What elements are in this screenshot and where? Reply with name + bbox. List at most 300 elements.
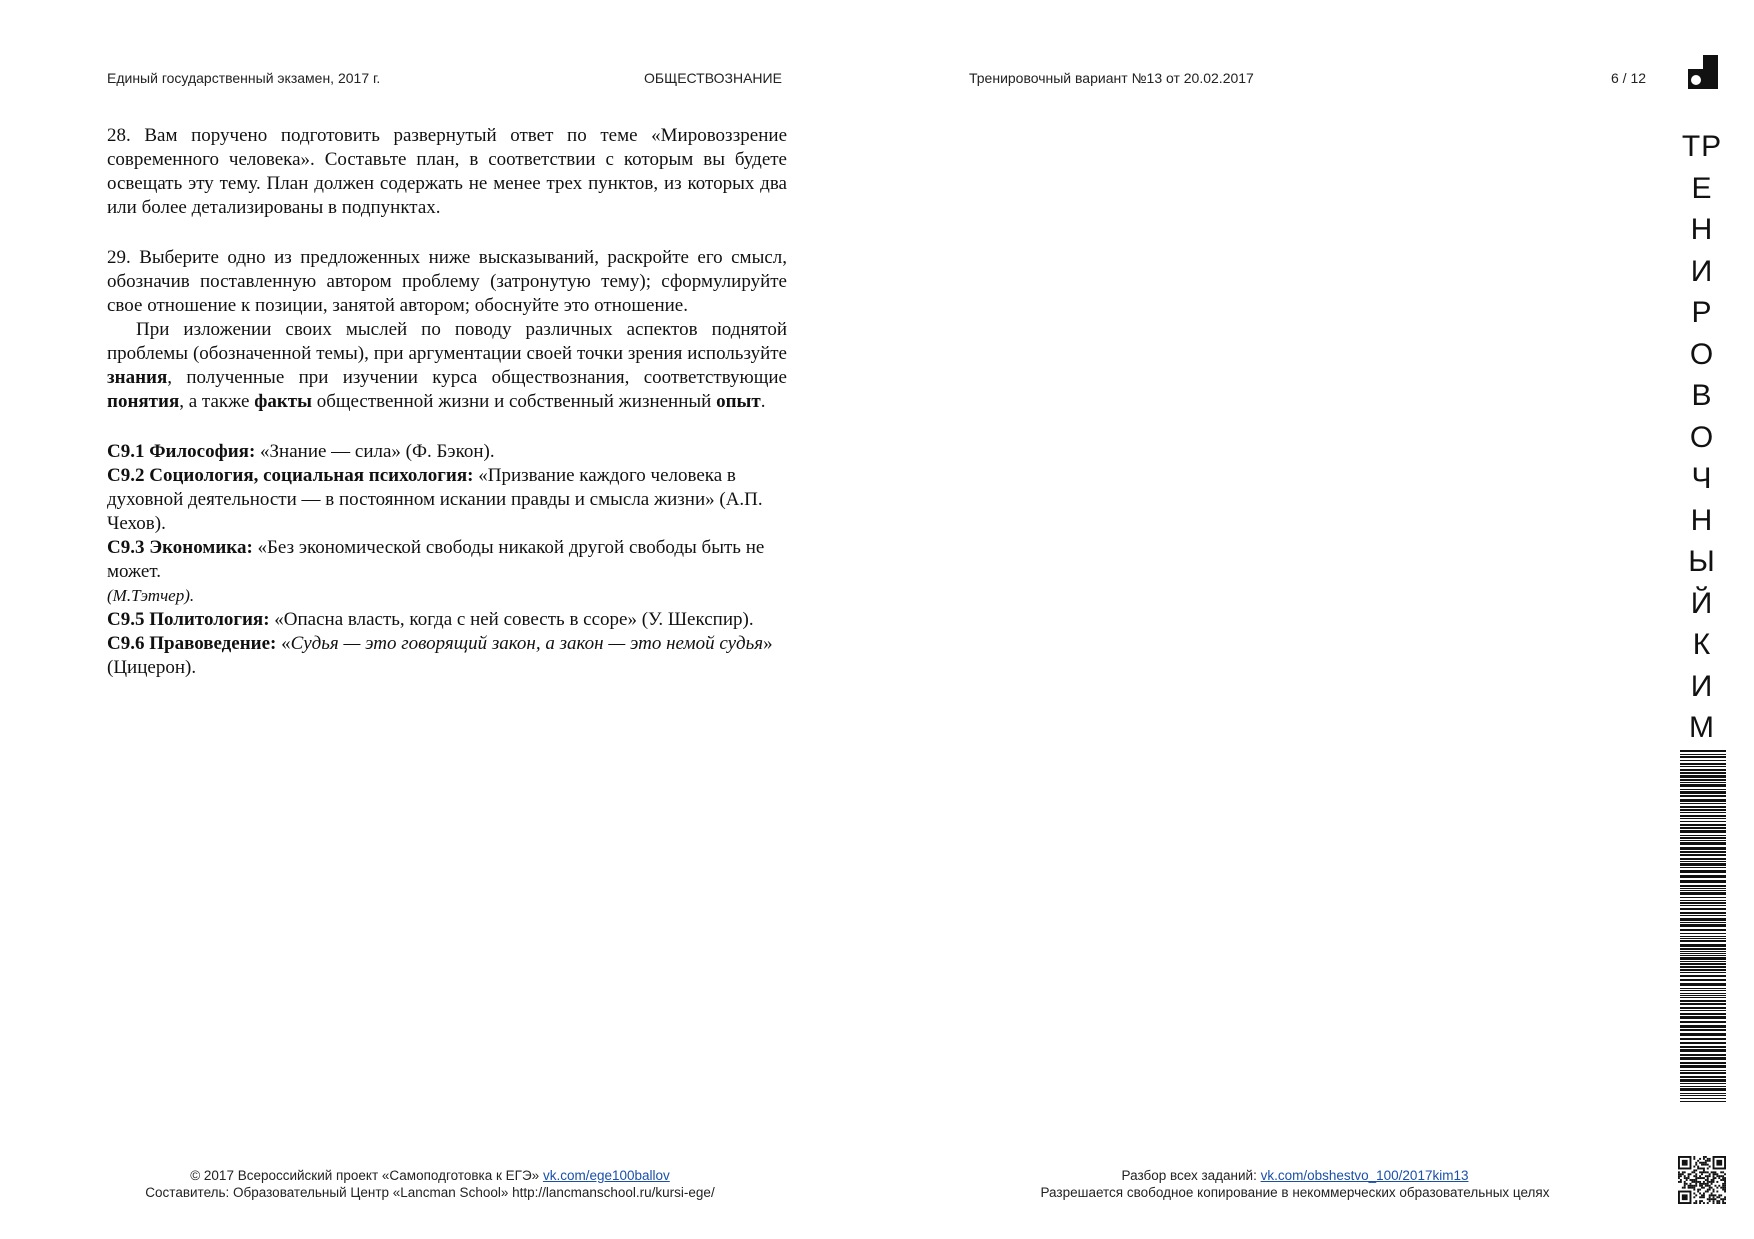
qr-module bbox=[1709, 1175, 1711, 1177]
qr-module bbox=[1682, 1173, 1684, 1175]
barcode-bar bbox=[1680, 1086, 1726, 1087]
qr-module bbox=[1699, 1185, 1701, 1187]
qr-module bbox=[1678, 1175, 1680, 1177]
qr-module bbox=[1703, 1158, 1705, 1160]
qr-module bbox=[1695, 1169, 1697, 1171]
qr-module bbox=[1713, 1191, 1715, 1193]
barcode-bar bbox=[1680, 902, 1726, 904]
qr-module bbox=[1705, 1183, 1707, 1185]
qr-module bbox=[1705, 1191, 1707, 1193]
barcode-bar bbox=[1680, 961, 1726, 962]
quote-label: С9.2 Социология, социальная психология: bbox=[107, 465, 474, 486]
barcode-bar bbox=[1680, 933, 1726, 934]
qr-module bbox=[1697, 1189, 1699, 1191]
quote-label: С9.6 Правоведение: bbox=[107, 633, 277, 654]
side-title-letter: Р bbox=[1691, 296, 1713, 329]
qr-module bbox=[1682, 1187, 1684, 1189]
barcode-bar bbox=[1680, 905, 1726, 906]
qr-module bbox=[1714, 1198, 1716, 1200]
qr-module bbox=[1693, 1158, 1695, 1160]
qr-module bbox=[1695, 1194, 1697, 1196]
qr-module bbox=[1707, 1164, 1709, 1166]
barcode-bar bbox=[1680, 784, 1726, 787]
barcode-bar bbox=[1680, 1029, 1726, 1031]
qr-module bbox=[1709, 1185, 1711, 1187]
qr-module bbox=[1705, 1164, 1707, 1166]
qr-module bbox=[1695, 1173, 1697, 1175]
qr-module bbox=[1713, 1196, 1715, 1198]
barcode-bar bbox=[1680, 885, 1726, 887]
qr-module bbox=[1714, 1171, 1716, 1173]
qr-module bbox=[1722, 1183, 1724, 1185]
qr-module bbox=[1680, 1179, 1682, 1181]
qr-module bbox=[1682, 1160, 1688, 1166]
task-29-instructions bbox=[107, 318, 787, 414]
side-title-letter: Ы bbox=[1688, 545, 1716, 578]
qr-module bbox=[1711, 1198, 1713, 1200]
qr-module bbox=[1703, 1183, 1705, 1185]
qr-module bbox=[1709, 1189, 1711, 1191]
qr-module bbox=[1705, 1162, 1707, 1164]
qr-module bbox=[1699, 1202, 1701, 1204]
qr-module bbox=[1684, 1181, 1686, 1183]
qr-module bbox=[1680, 1173, 1682, 1175]
qr-module bbox=[1707, 1160, 1709, 1162]
barcode-bar bbox=[1680, 1010, 1726, 1011]
quote-text: « bbox=[276, 633, 291, 654]
qr-module bbox=[1711, 1187, 1713, 1189]
barcode-bar bbox=[1680, 1003, 1726, 1005]
barcode-bar bbox=[1680, 1093, 1726, 1094]
qr-module bbox=[1680, 1181, 1682, 1183]
qr-module bbox=[1720, 1175, 1722, 1177]
barcode-bar bbox=[1680, 1098, 1726, 1099]
barcode-bar bbox=[1680, 821, 1726, 822]
qr-module bbox=[1684, 1187, 1686, 1189]
barcode-bar bbox=[1680, 951, 1726, 952]
barcode-bar bbox=[1680, 799, 1726, 802]
qr-module bbox=[1705, 1160, 1707, 1162]
qr-module bbox=[1709, 1166, 1711, 1168]
qr-module bbox=[1722, 1187, 1724, 1189]
qr-module bbox=[1684, 1185, 1686, 1187]
qr-module bbox=[1724, 1181, 1726, 1183]
header-variant: Тренировочный вариант №13 от 20.02.2017 bbox=[969, 70, 1254, 86]
barcode-bar bbox=[1680, 837, 1726, 839]
qr-module bbox=[1724, 1196, 1726, 1198]
qr-module bbox=[1709, 1173, 1711, 1175]
qr-module bbox=[1701, 1173, 1703, 1175]
qr-module bbox=[1693, 1196, 1695, 1198]
qr-module bbox=[1703, 1181, 1705, 1183]
qr-module bbox=[1711, 1194, 1713, 1196]
qr-module bbox=[1699, 1183, 1701, 1185]
qr-module bbox=[1695, 1162, 1697, 1164]
barcode-bar bbox=[1680, 892, 1726, 895]
barcode-bar bbox=[1680, 1042, 1726, 1044]
barcode-bar bbox=[1680, 835, 1726, 836]
side-title-letter: М bbox=[1689, 711, 1715, 744]
qr-module bbox=[1713, 1171, 1715, 1173]
qr-module bbox=[1693, 1171, 1695, 1173]
qr-module bbox=[1688, 1187, 1690, 1189]
qr-module bbox=[1724, 1189, 1726, 1191]
qr-module bbox=[1693, 1179, 1695, 1181]
barcode-bar bbox=[1680, 806, 1726, 808]
barcode-bar bbox=[1680, 861, 1726, 862]
qr-module bbox=[1690, 1173, 1692, 1175]
qr-module bbox=[1722, 1202, 1724, 1204]
barcode-bar bbox=[1680, 915, 1726, 916]
qr-module bbox=[1678, 1181, 1680, 1183]
barcode-bar bbox=[1680, 818, 1726, 819]
qr-module bbox=[1697, 1191, 1699, 1193]
barcode-bar bbox=[1680, 763, 1726, 765]
qr-module bbox=[1714, 1194, 1716, 1196]
qr-module bbox=[1701, 1194, 1703, 1196]
footer-author: Составитель: Образовательный Центр «Lancman School» http://lancmanschool.ru/kursi-ege/ bbox=[145, 1185, 715, 1200]
qr-module bbox=[1724, 1185, 1726, 1187]
barcode-bar bbox=[1680, 875, 1726, 878]
barcode-bar bbox=[1680, 990, 1726, 991]
qr-module bbox=[1722, 1185, 1724, 1187]
qr-module bbox=[1684, 1175, 1686, 1177]
barcode-bar bbox=[1680, 897, 1726, 898]
quote-sociology bbox=[107, 464, 787, 536]
qr-module bbox=[1693, 1175, 1695, 1177]
qr-module bbox=[1701, 1183, 1703, 1185]
qr-module bbox=[1724, 1202, 1726, 1204]
qr-module bbox=[1716, 1181, 1718, 1183]
qr-module bbox=[1703, 1202, 1705, 1204]
barcode-bar bbox=[1680, 1046, 1726, 1048]
quote-label: С9.1 Философия: bbox=[107, 441, 256, 462]
side-title-letter: И bbox=[1690, 254, 1714, 288]
barcode-bar bbox=[1680, 988, 1726, 989]
qr-module bbox=[1686, 1179, 1688, 1181]
qr-module bbox=[1682, 1194, 1688, 1200]
task-29-keyword: факты bbox=[254, 391, 312, 412]
task-29-keyword: знания bbox=[107, 367, 168, 388]
barcode-bar bbox=[1680, 769, 1726, 771]
qr-module bbox=[1722, 1171, 1724, 1173]
qr-module bbox=[1711, 1181, 1713, 1183]
qr-module bbox=[1695, 1175, 1697, 1177]
qr-module bbox=[1722, 1179, 1724, 1181]
quote-text-italic: Судья — это говорящий закон, а закон — это немой судья bbox=[290, 633, 764, 654]
barcode-bar bbox=[1680, 840, 1726, 841]
qr-module bbox=[1713, 1189, 1715, 1191]
side-title-letter: К bbox=[1692, 628, 1712, 661]
side-title-letter: И bbox=[1690, 669, 1714, 703]
qr-module bbox=[1699, 1162, 1701, 1164]
qr-module bbox=[1690, 1185, 1692, 1187]
barcode-bar bbox=[1680, 775, 1726, 778]
qr-module bbox=[1695, 1177, 1697, 1179]
qr-module bbox=[1678, 1177, 1680, 1179]
barcode-bar bbox=[1680, 870, 1726, 873]
barcode-bar bbox=[1680, 948, 1726, 950]
qr-module bbox=[1693, 1156, 1695, 1158]
qr-module bbox=[1690, 1183, 1692, 1185]
barcode-bar bbox=[1680, 1062, 1726, 1064]
qr-module bbox=[1695, 1183, 1697, 1185]
qr-module bbox=[1688, 1175, 1690, 1177]
qr-module bbox=[1722, 1189, 1724, 1191]
barcode-bar bbox=[1680, 1065, 1726, 1068]
qr-module bbox=[1716, 1160, 1722, 1166]
qr-module bbox=[1699, 1181, 1701, 1183]
qr-module bbox=[1701, 1187, 1703, 1189]
qr-module bbox=[1703, 1162, 1705, 1164]
side-title-letter: Е bbox=[1691, 171, 1713, 205]
qr-module bbox=[1718, 1196, 1720, 1198]
footer-license: Разрешается свободное копирование в некоммерческих образовательных целях bbox=[1040, 1185, 1550, 1200]
qr-module bbox=[1695, 1185, 1697, 1187]
barcode-bar bbox=[1680, 1025, 1726, 1028]
qr-module bbox=[1724, 1198, 1726, 1200]
qr-module bbox=[1709, 1158, 1711, 1160]
qr-module bbox=[1697, 1177, 1699, 1179]
qr-module bbox=[1699, 1192, 1701, 1194]
barcode-bar bbox=[1680, 1033, 1726, 1036]
barcode-bar bbox=[1680, 1083, 1726, 1084]
barcode-bar bbox=[1680, 929, 1726, 931]
quotes-list bbox=[107, 440, 787, 680]
qr-module bbox=[1713, 1194, 1715, 1196]
barcode-bar bbox=[1680, 754, 1726, 755]
barcode-bar bbox=[1680, 940, 1726, 942]
barcode-bar bbox=[1680, 827, 1726, 829]
qr-module bbox=[1701, 1200, 1703, 1202]
barcode-bar bbox=[1680, 1021, 1726, 1023]
qr-module bbox=[1705, 1171, 1707, 1173]
barcode-bar bbox=[1680, 880, 1726, 883]
quote-text: «Опасна власть, когда с ней совесть в ссоре» (У. Шекспир). bbox=[269, 609, 754, 630]
qr-module bbox=[1693, 1185, 1695, 1187]
barcode-bar bbox=[1680, 867, 1726, 868]
barcode-bar bbox=[1680, 912, 1726, 914]
qr-module bbox=[1701, 1171, 1703, 1173]
qr-module bbox=[1703, 1164, 1705, 1166]
task-29-text: . bbox=[760, 391, 766, 412]
qr-module bbox=[1711, 1183, 1713, 1185]
qr-module bbox=[1709, 1194, 1711, 1196]
barcode-bar bbox=[1680, 830, 1726, 833]
task-29-text: При изложении своих мыслей по поводу различных аспектов поднятой проблемы (обозначенной темы), при аргументации своей точки зрения используйте bbox=[107, 319, 787, 364]
qr-module bbox=[1697, 1160, 1699, 1162]
barcode-bar bbox=[1680, 979, 1726, 981]
barcode-icon bbox=[1680, 750, 1726, 1102]
barcode-bar bbox=[1680, 1000, 1726, 1002]
qr-module bbox=[1684, 1183, 1686, 1185]
qr-module bbox=[1691, 1171, 1693, 1173]
side-title-letter: Н bbox=[1690, 213, 1714, 246]
qr-module bbox=[1699, 1196, 1701, 1198]
barcode-bar bbox=[1680, 795, 1726, 797]
qr-module bbox=[1690, 1179, 1692, 1181]
logo-icon bbox=[1688, 55, 1718, 89]
qr-module bbox=[1707, 1185, 1709, 1187]
qr-module bbox=[1724, 1179, 1726, 1181]
footer-link-vk-ege[interactable]: vk.com/ege100ballov bbox=[542, 1168, 670, 1183]
barcode-bar bbox=[1680, 972, 1726, 973]
qr-module bbox=[1713, 1198, 1715, 1200]
side-title-letter: Ч bbox=[1691, 462, 1713, 495]
qr-module bbox=[1716, 1202, 1718, 1204]
barcode-bar bbox=[1680, 936, 1726, 937]
qr-module bbox=[1705, 1175, 1707, 1177]
qr-module bbox=[1691, 1179, 1693, 1181]
qr-module bbox=[1693, 1189, 1695, 1191]
barcode-bar bbox=[1680, 938, 1726, 939]
qr-module bbox=[1691, 1187, 1693, 1189]
header-exam-title: Единый государственный экзамен, 2017 г. bbox=[107, 70, 381, 86]
qr-module bbox=[1709, 1181, 1711, 1183]
qr-module bbox=[1682, 1171, 1684, 1173]
quote-economics bbox=[107, 536, 787, 608]
qr-module bbox=[1703, 1187, 1705, 1189]
qr-module bbox=[1678, 1173, 1680, 1175]
qr-module bbox=[1699, 1171, 1701, 1173]
qr-module bbox=[1686, 1177, 1688, 1179]
task-28: 28. Вам поручено подготовить развернутый ответ по теме «Мировоззрение современного человека». Составьте план, в соответствии с которым вы будете освещать эту тему. План должен содержать не менее трех пунктов, из которых два или более детализированы в подпунктах. bbox=[107, 125, 787, 218]
header-subject: ОБЩЕСТВОЗНАНИЕ bbox=[644, 70, 782, 86]
qr-module bbox=[1716, 1191, 1718, 1193]
side-title-letter: Й bbox=[1690, 586, 1714, 620]
barcode-bar bbox=[1680, 1070, 1726, 1071]
qr-module bbox=[1711, 1171, 1713, 1173]
quote-text: » (Цицерон). bbox=[107, 633, 773, 678]
barcode-bar bbox=[1680, 1101, 1726, 1102]
quote-text: «Призвание каждого человека в духовной деятельности — в постоянном искании правды и смысла жизни» (А.П. Чехов). bbox=[107, 465, 763, 534]
barcode-bar bbox=[1680, 922, 1726, 923]
barcode-bar bbox=[1680, 1072, 1726, 1074]
qr-module bbox=[1699, 1189, 1701, 1191]
footer-link-vk-analysis[interactable]: vk.com/obshestvo_100/2017kim13 bbox=[1260, 1168, 1469, 1183]
qr-module bbox=[1707, 1179, 1709, 1181]
barcode-bar bbox=[1680, 1013, 1726, 1015]
qr-module bbox=[1695, 1200, 1697, 1202]
quote-politics bbox=[107, 608, 787, 632]
barcode-bar bbox=[1680, 1038, 1726, 1040]
task-29-keyword: опыт bbox=[716, 391, 761, 412]
qr-module bbox=[1678, 1171, 1680, 1173]
qr-module bbox=[1709, 1200, 1711, 1202]
qr-module bbox=[1724, 1187, 1726, 1189]
footer-analysis-label: Разбор всех заданий: bbox=[1121, 1168, 1261, 1183]
qr-module bbox=[1703, 1169, 1705, 1171]
qr-module bbox=[1724, 1177, 1726, 1179]
quote-label: С9.3 Экономика: bbox=[107, 537, 253, 558]
qr-module bbox=[1714, 1185, 1716, 1187]
qr-module bbox=[1705, 1156, 1707, 1158]
side-title-letter: О bbox=[1689, 420, 1715, 454]
qr-module bbox=[1722, 1175, 1724, 1177]
barcode-bar bbox=[1680, 1079, 1726, 1082]
qr-module bbox=[1707, 1171, 1709, 1173]
barcode-bar bbox=[1680, 908, 1726, 910]
qr-module bbox=[1707, 1158, 1709, 1160]
barcode-bar bbox=[1680, 809, 1726, 811]
qr-module bbox=[1684, 1177, 1686, 1179]
barcode-bar bbox=[1680, 924, 1726, 927]
qr-module bbox=[1695, 1164, 1697, 1166]
qr-module bbox=[1693, 1202, 1695, 1204]
barcode-bar bbox=[1680, 1095, 1726, 1096]
task-29-intro: 29. Выберите одно из предложенных ниже высказываний, раскройте его смысл, обозначив поставленную автором проблему (затронутую тему); сформулируйте свое отношение к позиции, занятой автором; обоснуйте это отношение. bbox=[107, 247, 787, 316]
qr-module bbox=[1720, 1198, 1722, 1200]
barcode-bar bbox=[1680, 789, 1726, 790]
qr-module bbox=[1707, 1202, 1709, 1204]
qr-module bbox=[1699, 1177, 1701, 1179]
side-title-letter: О bbox=[1689, 337, 1715, 371]
barcode-bar bbox=[1680, 890, 1726, 891]
barcode-bar bbox=[1680, 803, 1726, 804]
qr-module bbox=[1688, 1173, 1690, 1175]
barcode-bar bbox=[1680, 993, 1726, 994]
qr-module bbox=[1713, 1175, 1715, 1177]
qr-module bbox=[1701, 1164, 1703, 1166]
barcode-bar bbox=[1680, 995, 1726, 996]
barcode-bar bbox=[1680, 957, 1726, 960]
qr-module bbox=[1724, 1191, 1726, 1193]
qr-module bbox=[1724, 1183, 1726, 1185]
qr-module bbox=[1707, 1177, 1709, 1179]
barcode-bar bbox=[1680, 824, 1726, 826]
qr-module bbox=[1699, 1158, 1701, 1160]
qr-module bbox=[1720, 1179, 1722, 1181]
barcode-bar bbox=[1680, 851, 1726, 853]
footer-copyright: © 2017 Всероссийский проект «Самоподготовка к ЕГЭ» bbox=[190, 1168, 543, 1183]
qr-module bbox=[1688, 1177, 1690, 1179]
barcode-bar bbox=[1680, 791, 1726, 794]
barcode-bar bbox=[1680, 1076, 1726, 1078]
side-title-letter: В bbox=[1691, 379, 1713, 412]
qr-module bbox=[1693, 1181, 1695, 1183]
qr-module bbox=[1701, 1177, 1703, 1179]
qr-module bbox=[1697, 1166, 1699, 1168]
qr-module bbox=[1718, 1202, 1720, 1204]
barcode-bar bbox=[1680, 847, 1726, 850]
qr-module bbox=[1701, 1196, 1703, 1198]
qr-module bbox=[1707, 1191, 1709, 1193]
qr-module bbox=[1707, 1183, 1709, 1185]
qr-module bbox=[1711, 1192, 1713, 1194]
barcode-bar bbox=[1680, 863, 1726, 866]
barcode-bar bbox=[1680, 963, 1726, 965]
qr-module bbox=[1703, 1194, 1705, 1196]
barcode-bar bbox=[1680, 760, 1726, 761]
qr-module bbox=[1709, 1196, 1711, 1198]
qr-module bbox=[1711, 1179, 1713, 1181]
qr-module bbox=[1707, 1181, 1709, 1183]
qr-module bbox=[1714, 1177, 1716, 1179]
qr-module bbox=[1709, 1198, 1711, 1200]
barcode-bar bbox=[1680, 997, 1726, 998]
qr-module bbox=[1695, 1202, 1697, 1204]
qr-module bbox=[1699, 1175, 1701, 1177]
barcode-bar bbox=[1680, 858, 1726, 860]
qr-module bbox=[1722, 1177, 1724, 1179]
qr-module bbox=[1713, 1173, 1715, 1175]
qr-module bbox=[1701, 1168, 1703, 1170]
barcode-bar bbox=[1680, 955, 1726, 956]
qr-module bbox=[1720, 1171, 1722, 1173]
barcode-bar bbox=[1680, 966, 1726, 968]
qr-module bbox=[1703, 1192, 1705, 1194]
side-title-letter: Н bbox=[1690, 503, 1714, 537]
